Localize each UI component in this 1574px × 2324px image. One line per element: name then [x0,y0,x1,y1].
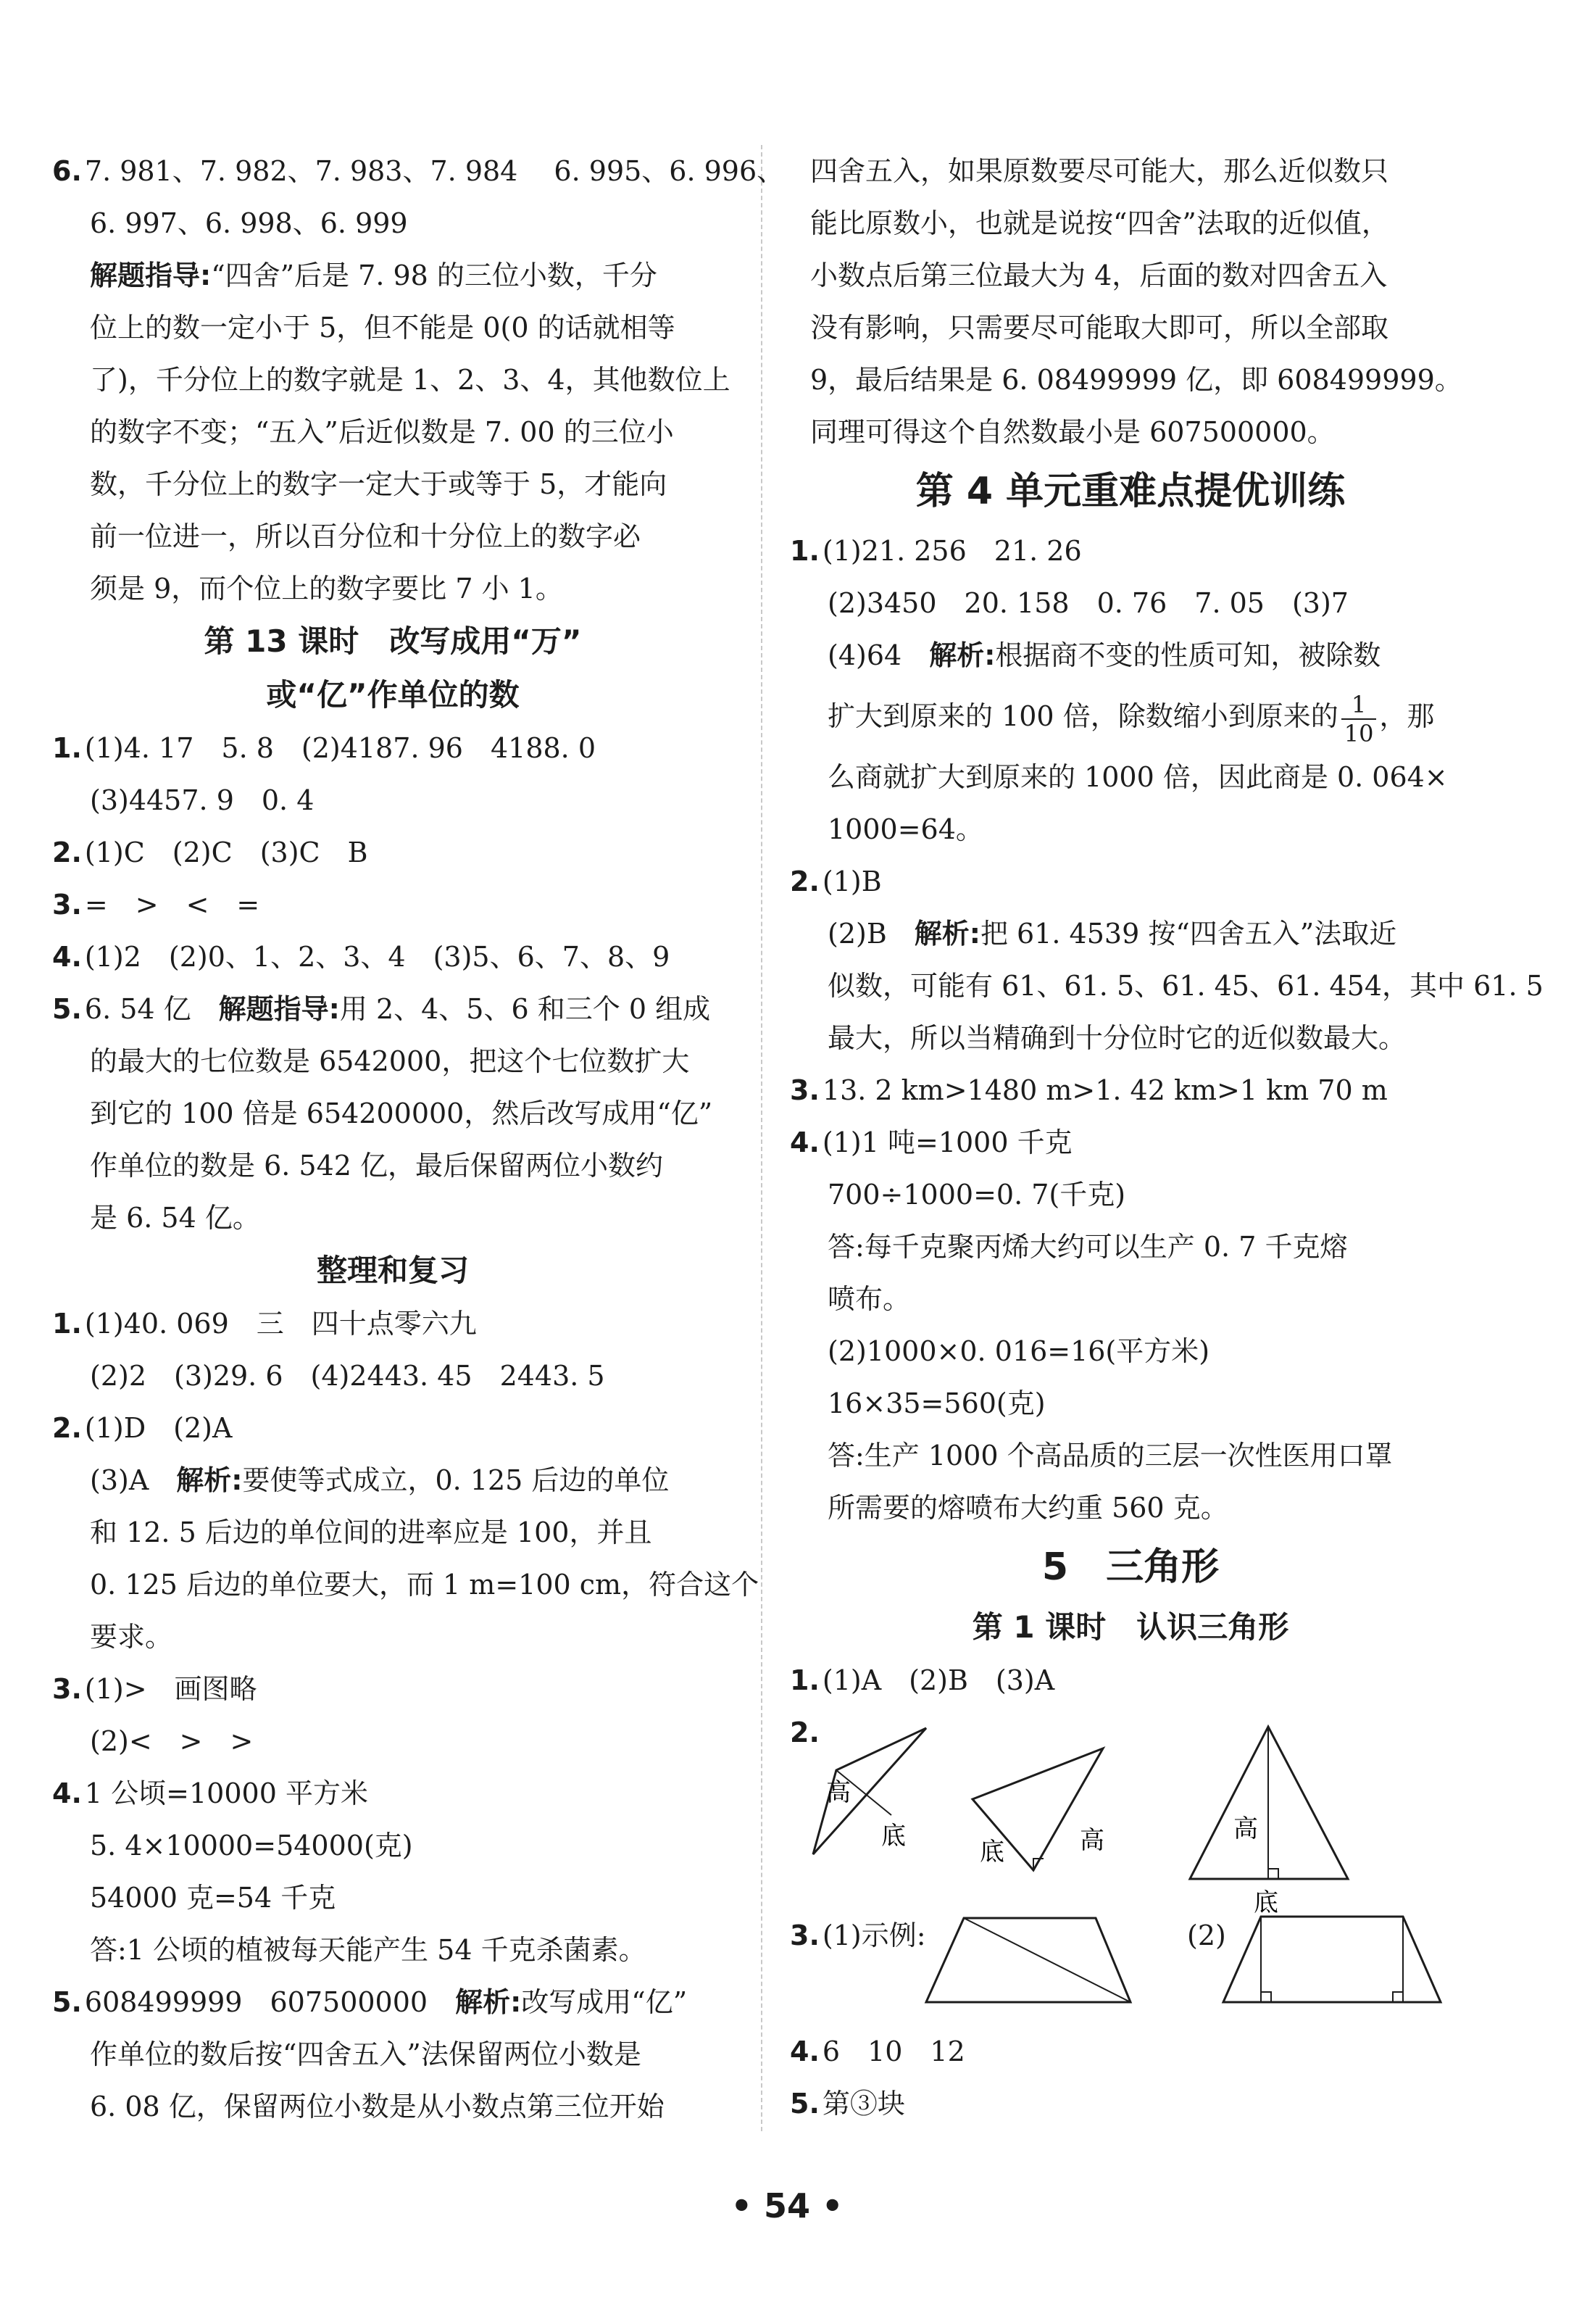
lesson13-q4: 4. (1)2 (2)0、1、2、3、4 (3)5、6、7、8、9 [52,941,670,973]
unit4-q1-line6: 1000=64。 [828,813,983,845]
unit4-q4-line7: 答:生产 1000 个高品质的三层一次性医用口罩 [828,1440,1393,1472]
review-q1-line1: 1. (1)40. 069 三 四十点零六九 [52,1308,477,1340]
q6-hint-line5: 数，千分位上的数字一定大于或等于 5，才能向 [90,468,667,500]
analysis-label: 解析: [176,1464,243,1496]
cont-line1: 四舍五入，如果原数要尽可能大，那么近似数只 [810,155,1389,187]
unit4-q2-line2: (2)B 解析:把 61. 4539 按“四舍五入”法取近 [828,918,1397,950]
unit4-q1-line4: 扩大到原来的 100 倍，除数缩小到原来的 $\frac{1}{10}$ ，那 [828,690,1435,747]
unit4-q4-line5: (2)1000×0. 016=16(平方米) [828,1335,1210,1367]
triangle-1-base-label: 底 [881,1822,906,1851]
lesson13-q5-line4: 作单位的数是 6. 542 亿，最后保留两位小数约 [90,1150,664,1182]
triangle-2-base-label: 底 [980,1838,1004,1867]
trapezoid-2-right-right-angle [1393,1992,1403,2002]
trapezoid-1 [926,1918,1130,2002]
review-q4-line1: 4. 1 公顷=10000 平方米 [52,1777,368,1809]
trapezoid-1-diagonal [964,1918,1130,2002]
unit5-q4: 4. 6 10 12 [790,2035,965,2067]
trapezoid-2 [1223,1917,1441,2002]
left-column [52,145,785,2133]
review-q3-line2: (2)< > > [90,1725,254,1757]
fraction-one-tenth: $\frac{1}{10}$ [1341,691,1377,747]
right-column [790,145,1544,2130]
review-q1-line2: (2)2 (3)29. 6 (4)2443. 45 2443. 5 [90,1360,605,1392]
cont-line6: 同理可得这个自然数最小是 607500000。 [810,416,1335,448]
lesson13-title-line1: 第 13 课时 改写成用“万” [204,623,582,659]
cont-line4: 没有影响，只需要尽可能取大即可，所以全部取 [810,312,1389,344]
lesson13-q5-line1: 5. 6. 54 亿 解题指导:用 2、4、5、6 和三个 0 组成 [52,993,711,1025]
triangle-3 [1190,1727,1348,1917]
unit5-title: 5 三角形 [1041,1545,1220,1589]
lesson13-q5-line3: 到它的 100 倍是 654200000，然后改写成用“亿” [90,1097,713,1129]
hint-label: 解题指导: [218,993,340,1025]
review-q2-line1: 2. (1)D (2)A [52,1412,233,1444]
review-q2-line5: 要求。 [90,1621,173,1653]
unit5-q2-number: 2. [790,1717,820,1748]
unit5-q1: 1. (1)A (2)B (3)A [790,1664,1055,1696]
triangle-3-base-label: 底 [1254,1888,1278,1917]
review-q5-line2: 作单位的数后按“四舍五入”法保留两位小数是 [90,2038,641,2070]
lesson13-q2: 2. (1)C (2)C (3)C B [52,837,368,868]
lesson13-title-line2: 或“亿”作单位的数 [266,677,520,713]
q6-hint-line6: 前一位进一，所以百分位和十分位上的数字必 [90,520,641,552]
q6-hint-line4: 的数字不变；“五入”后近似数是 7. 00 的三位小 [90,416,674,448]
trapezoid-figures [790,1909,1471,2025]
review-q4-line2: 5. 4×10000=54000(克) [90,1830,413,1862]
triangle-2-height-label: 高 [1080,1826,1104,1855]
unit4-q4-line1: 4. (1)1 吨=1000 千克 [790,1126,1073,1158]
unit4-q2-line3: 似数，可能有 61、61. 5、61. 45、61. 454，其中 61. 5 [828,970,1544,1002]
analysis-label: 解析: [914,918,980,950]
unit5-q5: 5. 第③块 [790,2088,905,2120]
q6-answer-line1: 6. 7. 981、7. 982、7. 983、7. 984 6. 995、6. 996、 [52,155,785,187]
unit4-q4-line3: 答:每千克聚丙烯大约可以生产 0. 7 千克熔 [828,1231,1348,1263]
unit5-q3-label: 3. (1)示例: [790,1920,926,1951]
review-q4-line3: 54000 克=54 千克 [90,1882,336,1914]
cont-line5: 9，最后结果是 6. 08499999 亿，即 608499999。 [810,364,1462,396]
q6-answer-line2: 6. 997、6. 998、6. 999 [90,207,408,239]
unit4-q1-line5: 么商就扩大到原来的 1000 倍，因此商是 0. 064× [828,761,1448,793]
review-q2-line2: (3)A 解析:要使等式成立，0. 125 后边的单位 [90,1464,670,1496]
unit4-q3: 3. 13. 2 km>1480 m>1. 42 km>1 km 70 m [790,1074,1388,1106]
triangle-2 [973,1748,1104,1870]
analysis-label: 解析: [455,1986,522,2018]
review-q2-line3: 和 12. 5 后边的单位间的进率应是 100，并且 [90,1516,652,1548]
q6-hint-line3: 了)，千分位上的数字就是 1、2、3、4，其他数位上 [90,364,730,396]
unit5-q3-figures [790,1909,1471,2025]
unit4-q2-line4: 最大，所以当精确到十分位时它的近似数最大。 [828,1022,1407,1054]
column-divider [761,145,762,2131]
lesson13-q5-line5: 是 6. 54 亿。 [90,1202,260,1234]
unit4-q4-line4: 喷布。 [828,1283,911,1315]
unit4-q4-line2: 700÷1000=0. 7(千克) [828,1179,1126,1211]
trapezoid-2-left-right-angle [1261,1992,1271,2002]
review-q3-line1: 3. (1)> 画图略 [52,1673,257,1705]
unit5-q3-part2-label: (2) [1187,1920,1226,1951]
triangle-height-figures [790,1706,1471,1917]
page-number: • 54 • [730,2186,844,2225]
review-title: 整理和复习 [316,1253,469,1288]
review-q2-line4: 0. 125 后边的单位要大，而 1 m=100 cm，符合这个 [90,1569,759,1601]
unit5-q2-figures [790,1706,1471,1917]
trapezoid-2-outline [1223,1917,1441,2002]
triangle-3-right-angle-mark [1268,1869,1278,1879]
cont-line3: 小数点后第三位最大为 4，后面的数对四舍五入 [810,260,1388,291]
cont-line2: 能比原数小，也就是说按“四舍”法取的近似值， [810,207,1389,239]
unit4-q1-line3: (4)64 解析:根据商不变的性质可知，被除数 [828,639,1381,671]
review-q4-line4: 答:1 公顷的植被每天能产生 54 千克杀菌素。 [90,1934,646,1966]
lesson13-q5-line2: 的最大的七位数是 6542000，把这个七位数扩大 [90,1045,690,1077]
hint-label: 解题指导: [90,260,212,291]
review-q5-line3: 6. 08 亿，保留两位小数是从小数点第三位开始 [90,2091,665,2122]
lesson13-q1-line1: 1. (1)4. 17 5. 8 (2)4187. 96 4188. 0 [52,732,596,764]
q6-hint-line7: 须是 9，而个位上的数字要比 7 小 1。 [90,573,563,605]
analysis-label: 解析: [929,639,996,671]
unit4-q2-line1: 2. (1)B [790,866,882,897]
unit4-title: 第 4 单元重难点提优训练 [915,470,1346,513]
unit4-q1-line1: 1. (1)21. 256 21. 26 [790,535,1082,567]
q6-hint-line1: 解题指导:“四舍”后是 7. 98 的三位小数，千分 [90,260,657,291]
q6-hint-line2: 位上的数一定小于 5，但不能是 0(0 的话就相等 [90,312,675,344]
review-q5-line1: 5. 608499999 607500000 解析:改写成用“亿” [52,1986,688,2018]
lesson13-q3: 3. = > < = [52,889,260,921]
unit4-q4-line8: 所需要的熔喷布大约重 560 克。 [828,1492,1228,1524]
triangle-1 [813,1728,926,1854]
unit5-lesson1-title: 第 1 课时 认识三角形 [972,1609,1289,1645]
triangle-3-height-label: 高 [1233,1814,1258,1843]
trapezoid-1-outline [926,1918,1130,2002]
unit4-q1-line2: (2)3450 20. 158 0. 76 7. 05 (3)7 [828,587,1349,619]
lesson13-q1-line2: (3)4457. 9 0. 4 [90,784,315,816]
unit4-q4-line6: 16×35=560(克) [828,1387,1046,1419]
triangle-1-height-label: 高 [826,1778,851,1807]
